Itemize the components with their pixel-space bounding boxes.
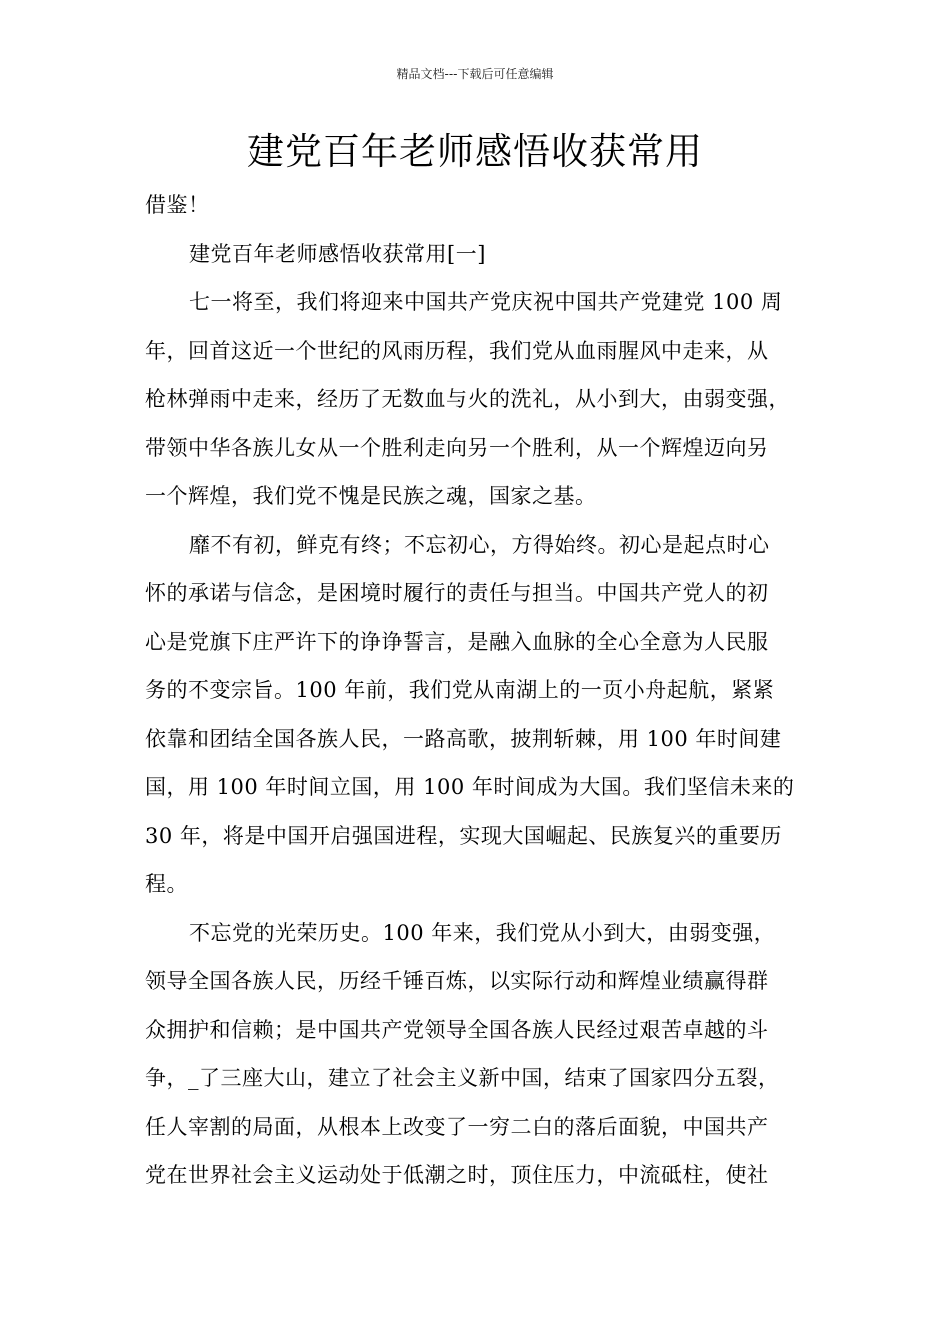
paragraph-line: 务的不变宗旨。100 年前，我们党从南湖上的一页小舟起航，紧紧 (145, 678, 775, 702)
page-header: 精品文档---下载后可任意编辑 (396, 67, 554, 81)
paragraph-line: 争，_了三座大山，建立了社会主义新中国，结束了国家四分五裂， (145, 1066, 780, 1090)
paragraph-line: 怀的承诺与信念，是困境时履行的责任与担当。中国共产党人的初 (145, 581, 769, 605)
paragraph-line: 领导全国各族人民，历经千锤百炼，以实际行动和辉煌业绩赢得群 (145, 969, 769, 993)
paragraph-line: 靡不有初，鲜克有终；不忘初心，方得始终。初心是起点时心 (189, 532, 770, 557)
document-title: 建党百年老师感悟收获常用 (247, 130, 703, 173)
paragraph-line: 不忘党的光荣历史。100 年来，我们党从小到大，由弱变强， (189, 920, 776, 945)
paragraph-line: 依靠和团结全国各族人民，一路高歌，披荆斩棘，用 100 年时间建 (145, 726, 782, 751)
paragraph-line: 党在世界社会主义运动处于低潮之时，顶住压力，中流砥柱，使社 (145, 1163, 769, 1187)
paragraph-line: 30 年，将是中国开启强国进程，实现大国崛起、民族复兴的重要历 (145, 823, 782, 848)
paragraph-line: 带领中华各族儿女从一个胜利走向另一个胜利，从一个辉煌迈向另 (145, 435, 769, 460)
paragraph-line: 任人宰割的局面，从根本上改变了一穷二白的落后面貌，中国共产 (145, 1114, 769, 1139)
paragraph-line: 年，回首这近一个世纪的风雨历程，我们党从血雨腥风中走来，从 (145, 338, 769, 363)
body-line: 借鉴！ (145, 193, 210, 217)
paragraph-line: 众拥护和信赖；是中国共产党领导全国各族人民经过艰苦卓越的斗 (145, 1017, 769, 1042)
paragraph-line: 一个辉煌，我们党不愧是民族之魂，国家之基。 (145, 484, 597, 508)
paragraph-line: 国，用 100 年时间立国，用 100 年时间成为大国。我们坚信未来的 (145, 775, 795, 799)
paragraph-line: 程。 (145, 872, 188, 896)
document-body (145, 181, 810, 1200)
paragraph-line: 七一将至，我们将迎来中国共产党庆祝中国共产党建党 100 周 (189, 290, 783, 314)
section-heading: 建党百年老师感悟收获常用[一] (189, 241, 486, 266)
paragraph-line: 心是党旗下庄严许下的诤诤誓言，是融入血脉的全心全意为人民服 (145, 629, 769, 654)
paragraph-line: 枪林弹雨中走来，经历了无数血与火的洗礼，从小到大，由弱变强， (145, 387, 790, 411)
